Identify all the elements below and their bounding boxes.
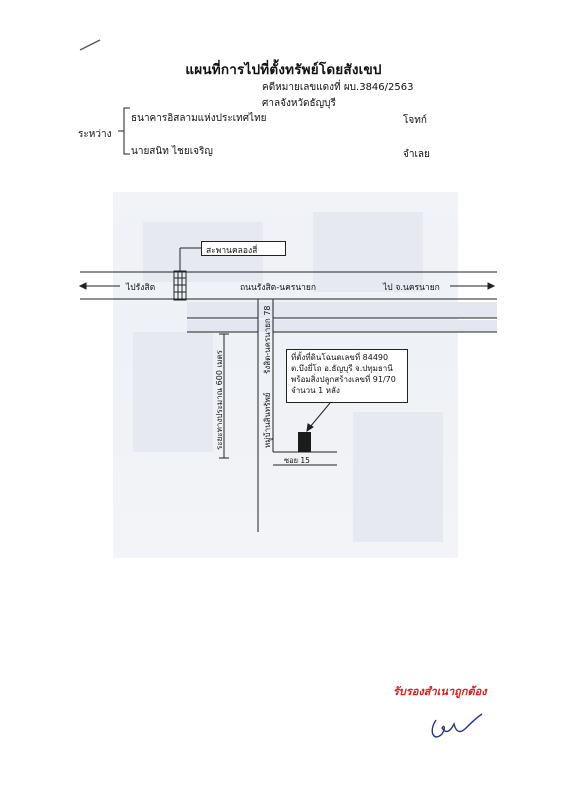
bridge-grid — [174, 271, 186, 300]
arrow-right-icon — [450, 283, 494, 289]
signature — [432, 714, 482, 737]
village-label: หมู่บ้านสินทรัพย์ — [263, 392, 272, 448]
arrow-left-icon — [80, 283, 120, 289]
property-line-2: ต.บึงยี่โถ อ.ธัญบุรี จ.ปทุมธานี — [291, 364, 393, 373]
certified-stamp: รับรองสำเนาถูกต้อง — [393, 685, 487, 698]
property-line-1: ที่ตั้งที่ดินโฉนดเลขที่ 84490 — [291, 353, 389, 362]
callout-arrow-icon — [307, 403, 330, 431]
court-name: ศาลจังหวัดธัญบุรี — [262, 98, 336, 109]
case-number: คดีหมายเลขแดงที่ ผบ.3846/2563 — [262, 82, 414, 93]
plaintiff-role: โจทก์ — [403, 115, 427, 126]
page-title: แผนที่การไปที่ตั้งทรัพย์โดยสังเขป — [185, 62, 382, 78]
plaintiff-name: ธนาคารอิสลามแห่งประเทศไทย — [131, 113, 267, 124]
distance-label: ระยะทางประมาณ 600 เมตร — [215, 350, 224, 450]
between-label: ระหว่าง — [78, 129, 112, 140]
property-marker — [298, 432, 311, 452]
defendant-name: นายสนิท ไชยเจริญ — [131, 146, 213, 157]
property-callout — [286, 349, 408, 403]
property-line-4: จำนวน 1 หลัง — [291, 386, 340, 395]
to-nakhon-nayok-label: ไป จ.นครนายก — [383, 283, 440, 293]
soi-78-label: รังสิต-นครนายก 78 — [263, 305, 272, 374]
soi-15-label: ซอย 15 — [284, 456, 310, 465]
property-line-3: พร้อมสิ่งปลูกสร้างเลขที่ 91/70 — [291, 375, 396, 384]
main-road-label: ถนนรังสิต-นครนายก — [240, 283, 317, 293]
frontage-road — [187, 302, 497, 332]
defendant-role: จำเลย — [403, 149, 430, 160]
to-rangsit-label: ไปรังสิต — [126, 283, 156, 293]
bridge-label: สะพานคลองสี่ — [201, 241, 286, 256]
